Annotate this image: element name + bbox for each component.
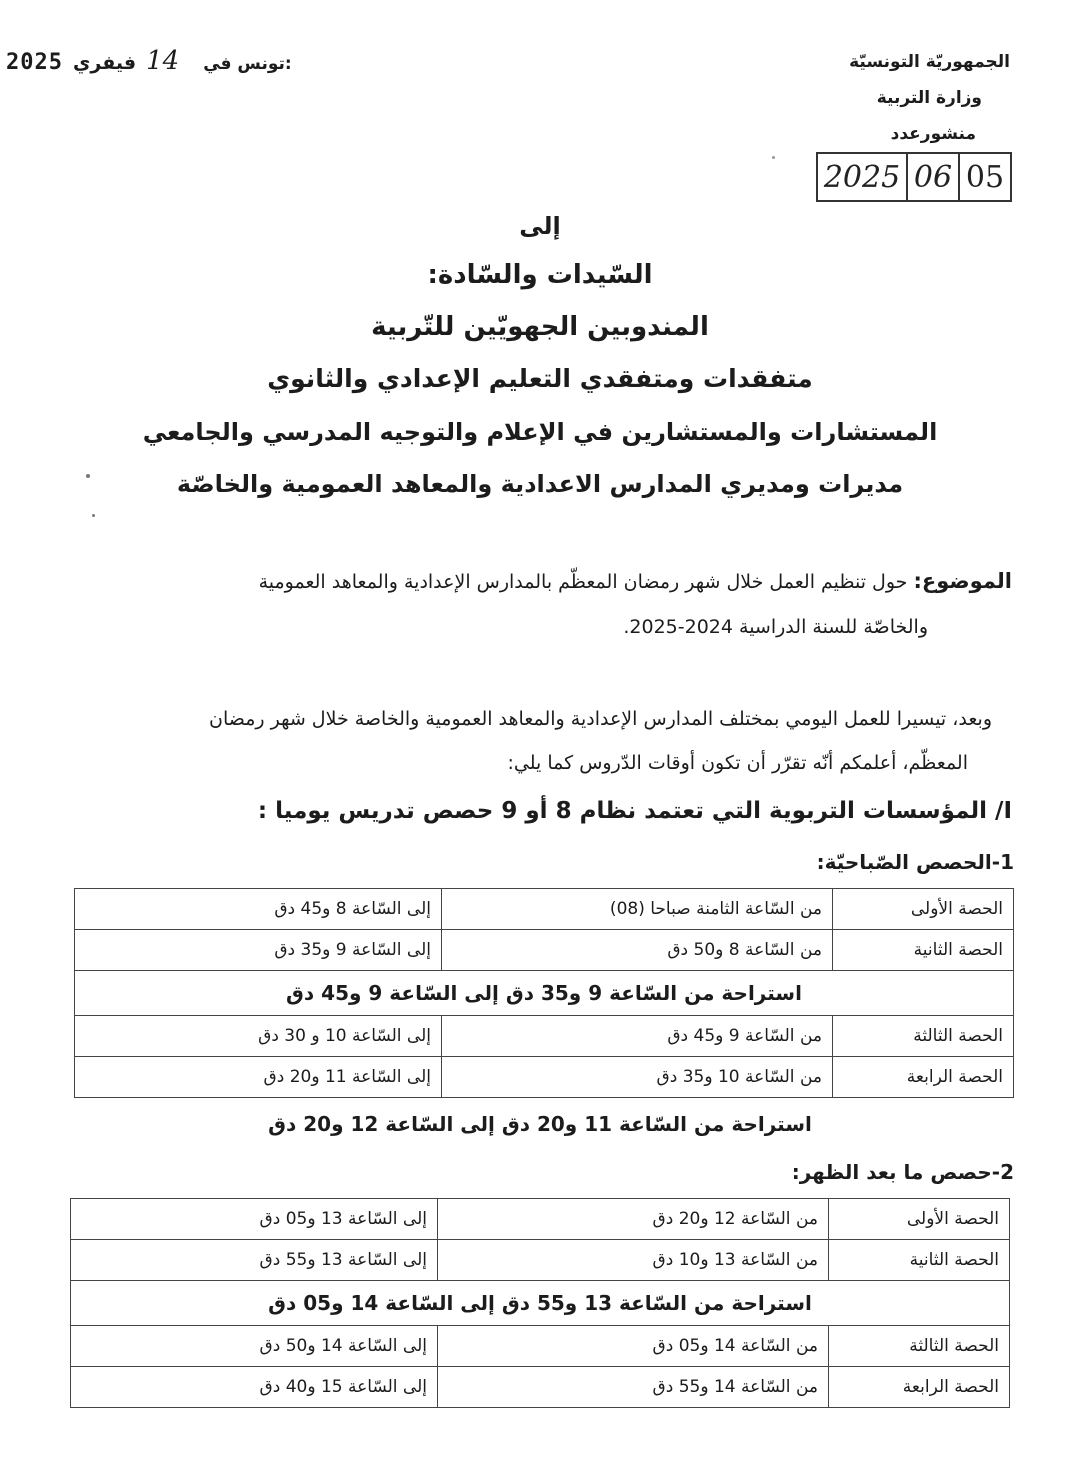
break-row: استراحة من السّاعة 9 و35 دق إلى السّاعة 9 و45 دق xyxy=(75,971,1014,1016)
table-row xyxy=(71,1240,1010,1281)
session-end: إلى السّاعة 9 و35 دق xyxy=(75,930,442,971)
table-row xyxy=(75,930,1014,971)
ministry-name: وزارة التربية xyxy=(876,88,982,108)
table-row xyxy=(75,1057,1014,1098)
morning-title: 1-الحصص الصّباحيّة: xyxy=(816,850,1014,874)
issue-date xyxy=(6,46,292,76)
session-name: الحصة الثانية xyxy=(829,1240,1010,1281)
break-row: استراحة من السّاعة 13 و55 دق إلى السّاعة 14 و05 دق xyxy=(71,1281,1010,1326)
table-row xyxy=(71,1367,1010,1408)
session-start: من السّاعة 13 و10 دق xyxy=(438,1240,829,1281)
table-row xyxy=(75,1016,1014,1057)
date-year: 2025 xyxy=(6,50,63,75)
afternoon-title: 2-حصص ما بعد الظهر: xyxy=(791,1160,1014,1184)
scan-speck xyxy=(92,514,95,517)
subject-text: حول تنظيم العمل خلال شهر رمضان المعظّم بالمدارس الإعدادية والمعاهد العمومية xyxy=(258,571,908,593)
session-start: من السّاعة 14 و05 دق xyxy=(438,1326,829,1367)
session-name: الحصة الرابعة xyxy=(829,1367,1010,1408)
circular-year: 2025 xyxy=(823,159,901,195)
session-start: من السّاعة 12 و20 دق xyxy=(438,1199,829,1240)
date-day: 14 xyxy=(146,46,180,76)
addressee-line-1: المندوبين الجهويّين للتّربية xyxy=(371,312,709,342)
midday-break: استراحة من السّاعة 11 و20 دق إلى السّاعة 12 و20 دق xyxy=(268,1112,812,1136)
session-end: إلى السّاعة 11 و20 دق xyxy=(75,1057,442,1098)
session-start: من السّاعة 9 و45 دق xyxy=(442,1016,833,1057)
morning-schedule-table xyxy=(74,888,1014,1098)
session-name: الحصة الثانية xyxy=(833,930,1014,971)
circular-label: منشورعدد xyxy=(890,124,976,144)
session-end: إلى السّاعة 13 و05 دق xyxy=(71,1199,438,1240)
subject-line-1 xyxy=(152,560,1012,603)
session-start: من السّاعة 8 و50 دق xyxy=(442,930,833,971)
salutation: السّيدات والسّادة: xyxy=(427,260,653,290)
body-line-2: المعظّم، أعلمكم أنّه تقرّر أن تكون أوقات الدّروس كما يلي: xyxy=(507,752,968,774)
addressee-line-3: المستشارات والمستشارين في الإعلام والتوجيه المدرسي والجامعي xyxy=(142,418,938,446)
session-end: إلى السّاعة 13 و55 دق xyxy=(71,1240,438,1281)
session-end: إلى السّاعة 14 و50 دق xyxy=(71,1326,438,1367)
circular-month: 06 xyxy=(906,154,958,200)
session-start: من السّاعة 14 و55 دق xyxy=(438,1367,829,1408)
session-start: من السّاعة 10 و35 دق xyxy=(442,1057,833,1098)
body-line-1: وبعد، تيسيرا للعمل اليومي بمختلف المدارس الإعدادية والمعاهد العمومية والخاصة خلال شهر رمضان xyxy=(208,708,992,730)
date-label: تونس في: xyxy=(203,54,292,74)
session-name: الحصة الأولى xyxy=(833,889,1014,930)
subject-line-2: والخاصّة للسنة الدراسية 2024-2025. xyxy=(623,616,928,638)
subject-label: الموضوع: xyxy=(913,569,1012,593)
table-row xyxy=(71,1199,1010,1240)
addressee-line-2: متفقدات ومتفقدي التعليم الإعدادي والثانوي xyxy=(267,364,813,393)
scan-speck xyxy=(86,474,90,478)
scan-speck xyxy=(772,156,775,159)
session-end: إلى السّاعة 10 و 30 دق xyxy=(75,1016,442,1057)
table-row xyxy=(71,1281,1010,1326)
addressee-to: إلى xyxy=(519,212,561,240)
date-month: فيفري xyxy=(72,52,137,74)
table-row xyxy=(75,971,1014,1016)
session-name: الحصة الثالثة xyxy=(829,1326,1010,1367)
session-name: الحصة الأولى xyxy=(829,1199,1010,1240)
afternoon-schedule-table xyxy=(70,1198,1010,1408)
session-end: إلى السّاعة 8 و45 دق xyxy=(75,889,442,930)
section-1-title: I/ المؤسسات التربوية التي تعتمد نظام 8 أو 9 حصص تدريس يوميا : xyxy=(257,798,1012,824)
session-name: الحصة الثالثة xyxy=(833,1016,1014,1057)
addressee-line-4: مديرات ومديري المدارس الاعدادية والمعاهد العمومية والخاصّة xyxy=(176,470,904,498)
session-end: إلى السّاعة 15 و40 دق xyxy=(71,1367,438,1408)
circular-number: 05 xyxy=(958,154,1010,200)
circular-reference-box xyxy=(816,152,1012,202)
republic-name: الجمهوريّة التونسيّة xyxy=(849,52,1010,72)
session-name: الحصة الرابعة xyxy=(833,1057,1014,1098)
table-row xyxy=(71,1326,1010,1367)
table-row xyxy=(75,889,1014,930)
session-start: من السّاعة الثامنة صباحا (08) xyxy=(442,889,833,930)
